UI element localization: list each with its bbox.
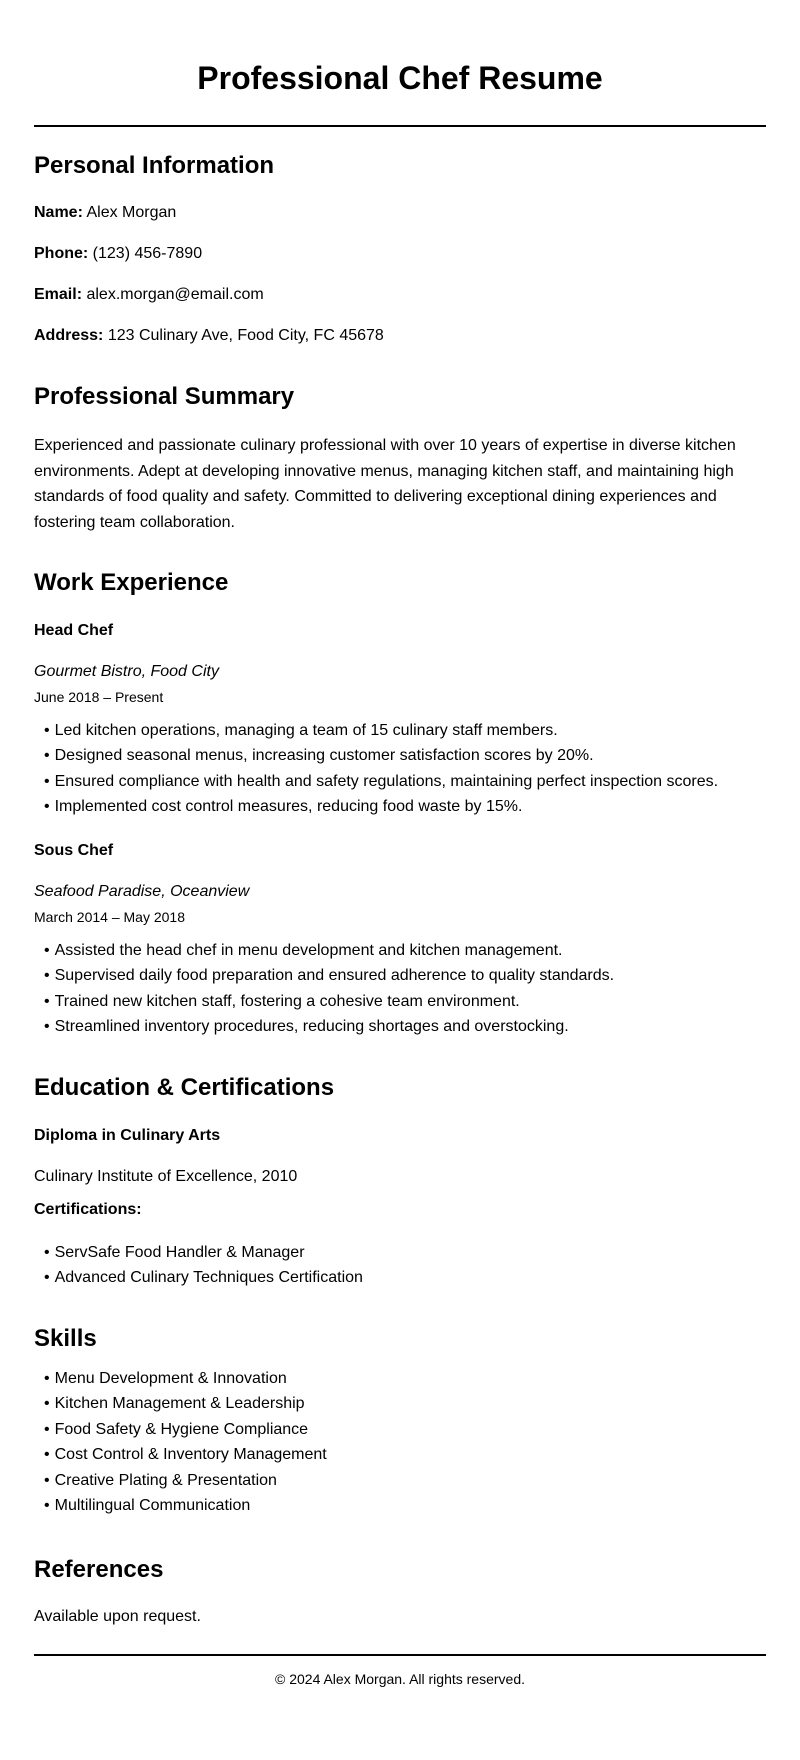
- footer-divider: [34, 1654, 766, 1656]
- list-item: • Cost Control & Inventory Management: [44, 1442, 327, 1467]
- list-item: • Creative Plating & Presentation: [44, 1468, 327, 1493]
- list-item: • Trained new kitchen staff, fostering a cohesive team environment.: [44, 989, 614, 1014]
- list-item: • Advanced Culinary Techniques Certification: [44, 1265, 363, 1290]
- name-value: Alex Morgan: [86, 204, 177, 221]
- job-dates: March 2014 – May 2018: [34, 909, 185, 925]
- list-item: • Implemented cost control measures, reducing food waste by 15%.: [44, 794, 718, 819]
- list-item: • Designed seasonal menus, increasing customer satisfaction scores by 20%.: [44, 743, 718, 768]
- list-item: • Food Safety & Hygiene Compliance: [44, 1417, 327, 1442]
- references-heading: References: [34, 1556, 164, 1583]
- email-field: [34, 285, 264, 305]
- phone-label: Phone:: [34, 245, 89, 262]
- list-item: • Supervised daily food preparation and ensured adherence to quality standards.: [44, 963, 614, 988]
- list-item: • Led kitchen operations, managing a team of 15 culinary staff members.: [44, 718, 718, 743]
- list-item: • ServSafe Food Handler & Manager: [44, 1240, 363, 1265]
- list-item: • Assisted the head chef in menu development and kitchen management.: [44, 938, 614, 963]
- references-text: Available upon request.: [34, 1608, 201, 1625]
- name-field: [34, 203, 176, 223]
- address-label: Address:: [34, 327, 104, 344]
- phone-value: (123) 456-7890: [92, 245, 203, 262]
- skills-list: [44, 1366, 327, 1518]
- job-title: Head Chef: [34, 622, 114, 639]
- address-field: [34, 326, 384, 346]
- email-value: alex.morgan@email.com: [86, 286, 264, 303]
- skills-heading: Skills: [34, 1325, 97, 1352]
- job-bullets: [44, 718, 718, 820]
- page-title: Professional Chef Resume: [197, 60, 603, 96]
- school-name: Culinary Institute of Excellence, 2010: [34, 1168, 298, 1185]
- footer-copyright: © 2024 Alex Morgan. All rights reserved.: [275, 1671, 525, 1687]
- list-item: • Streamlined inventory procedures, reducing shortages and overstocking.: [44, 1014, 614, 1039]
- list-item: • Kitchen Management & Leadership: [44, 1391, 327, 1416]
- degree-title: Diploma in Culinary Arts: [34, 1127, 221, 1144]
- email-label: Email:: [34, 286, 83, 303]
- name-label: Name:: [34, 204, 83, 221]
- experience-heading: Work Experience: [34, 569, 229, 596]
- job-title: Sous Chef: [34, 842, 114, 859]
- education-heading: Education & Certifications: [34, 1074, 335, 1101]
- header-divider: [34, 125, 766, 127]
- personal-heading: Personal Information: [34, 152, 275, 179]
- list-item: • Ensured compliance with health and safety regulations, maintaining perfect inspection scores.: [44, 769, 718, 794]
- list-item: • Menu Development & Innovation: [44, 1366, 327, 1391]
- list-item: • Multilingual Communication: [44, 1493, 327, 1518]
- summary-heading: Professional Summary: [34, 383, 295, 410]
- job-bullets: [44, 938, 614, 1040]
- job-company: Gourmet Bistro, Food City: [34, 663, 219, 680]
- phone-field: [34, 244, 202, 264]
- job-company: Seafood Paradise, Oceanview: [34, 883, 250, 900]
- address-value: 123 Culinary Ave, Food City, FC 45678: [107, 327, 384, 344]
- job-dates: June 2018 – Present: [34, 689, 164, 705]
- summary-text: Experienced and passionate culinary professional with over 10 years of expertise in diverse kitchen environments. Adept at developing innovative menus, managing kitchen staff, and maintaining high standards of food quality and safety. Committed to delivering exceptional dining experiences and fostering team collaboration.: [34, 437, 736, 532]
- certifications-list: [44, 1240, 363, 1291]
- certifications-heading: Certifications:: [34, 1201, 142, 1218]
